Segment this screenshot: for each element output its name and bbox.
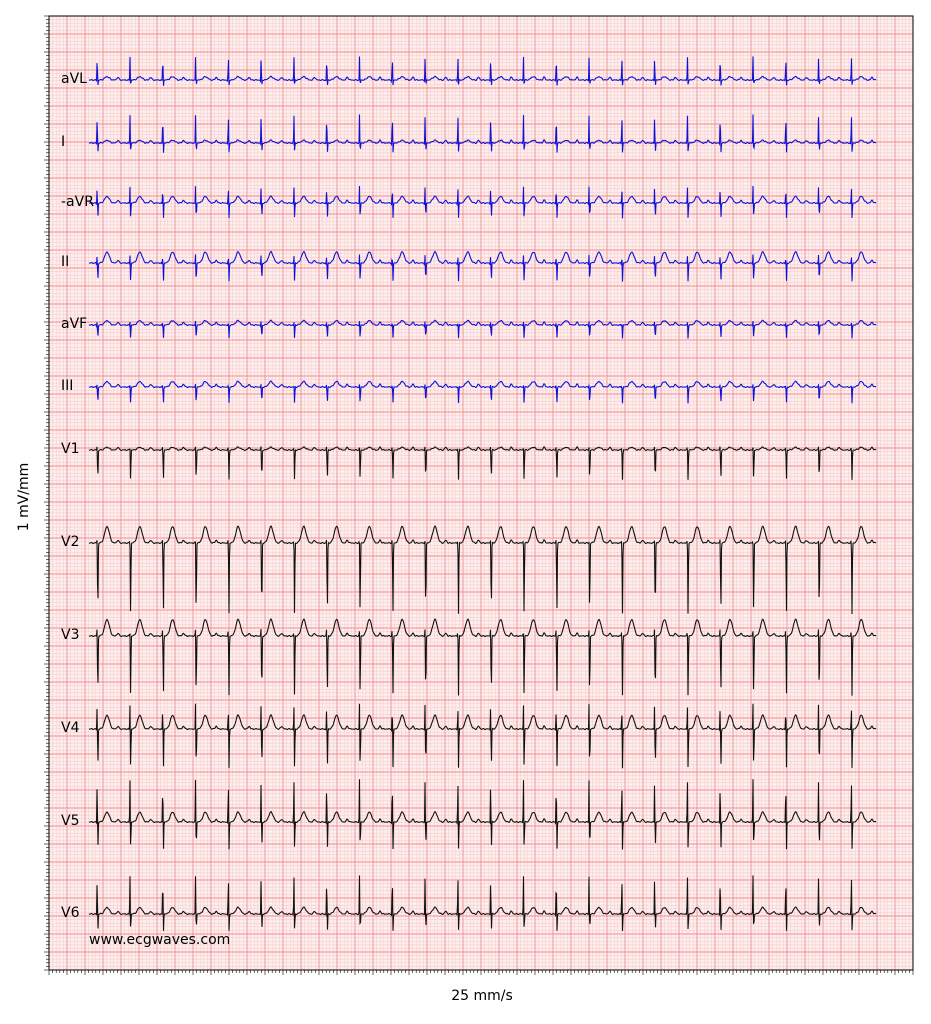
lead-label: V4 [61, 720, 80, 736]
lead-label: II [61, 254, 70, 270]
lead-label: V3 [61, 627, 80, 643]
lead-label: V2 [61, 534, 80, 550]
lead-label: V6 [61, 905, 80, 921]
lead-label: aVF [61, 316, 88, 332]
lead-label: -aVR [61, 194, 94, 210]
lead-label: III [61, 378, 74, 394]
lead-label: aVL [61, 71, 87, 87]
watermark: www.ecgwaves.com [89, 932, 231, 948]
lead-label: I [61, 134, 66, 150]
lead-label: V1 [61, 441, 80, 457]
x-axis-ticks [49, 970, 913, 975]
y-axis-label: 1 mV/mm [16, 462, 32, 532]
lead-label: V5 [61, 813, 80, 829]
x-axis-label: 25 mm/s [451, 988, 513, 1004]
y-axis-ticks [44, 16, 49, 970]
